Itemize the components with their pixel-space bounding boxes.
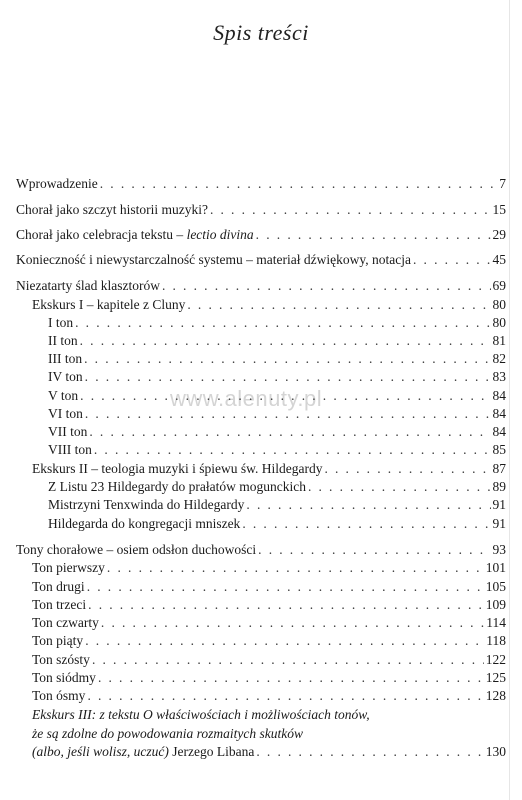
toc-dot-leader xyxy=(413,252,491,268)
toc-entry-title: I ton xyxy=(48,315,74,330)
toc-entry-title: VII ton xyxy=(48,424,88,439)
toc-subsubentry[interactable] xyxy=(48,315,506,331)
toc-entry-page: 7 xyxy=(499,176,506,191)
toc-dot-leader xyxy=(94,442,491,458)
toc-subsubentry[interactable] xyxy=(48,497,506,513)
toc-subentry[interactable] xyxy=(32,461,506,477)
toc-ekskurs3-author: Jerzego Libana xyxy=(168,744,255,759)
toc-entry-title: Konieczność i niewystarczalność systemu – materiał dźwiękowy, notacja xyxy=(16,252,411,267)
toc-subentry[interactable] xyxy=(32,688,506,704)
toc-subsubentry[interactable] xyxy=(48,442,506,458)
toc-entry-title: Wprowadzenie xyxy=(16,176,98,191)
toc-entry[interactable] xyxy=(16,227,506,243)
toc-subentry[interactable] xyxy=(32,652,506,668)
toc-entry-title: Ton trzeci xyxy=(32,597,87,612)
toc-entry-page: 85 xyxy=(492,442,506,457)
toc-entry-title: Ekskurs I – kapitele z Cluny xyxy=(32,297,186,312)
toc-entry-page: 84 xyxy=(492,424,506,439)
toc-entry-title: Tony chorałowe – osiem odsłon duchowości xyxy=(16,542,257,557)
toc-dot-leader xyxy=(85,406,491,422)
toc-subentry[interactable] xyxy=(32,615,506,631)
toc-entry-title xyxy=(32,744,256,760)
toc-entry-page: 81 xyxy=(492,333,506,348)
watermark-text: www.alenuty.pl xyxy=(170,386,323,411)
toc-entry-page: 87 xyxy=(492,461,506,476)
toc-dot-leader xyxy=(246,497,490,513)
toc-dot-leader xyxy=(107,560,484,576)
toc-entry-title: Z Listu 23 Hildegardy do prałatów mogunckich xyxy=(48,479,306,494)
toc-entry-title: Ton pierwszy xyxy=(32,560,105,575)
toc-subsubentry[interactable] xyxy=(48,388,506,404)
toc-entry-page: 69 xyxy=(492,278,506,293)
toc-dot-leader xyxy=(80,333,491,349)
toc-entry-page: 15 xyxy=(492,202,506,217)
toc-entry[interactable] xyxy=(16,278,506,294)
toc-entry-page: 118 xyxy=(486,633,506,648)
toc-entry-page: 80 xyxy=(492,315,506,330)
toc-subsubentry[interactable] xyxy=(48,516,506,532)
toc-dot-leader xyxy=(308,479,491,495)
toc-dot-leader xyxy=(162,278,491,294)
toc-ekskurs3-prefix: Ekskurs III: z tekstu xyxy=(32,707,143,722)
toc-entry-title: VI ton xyxy=(48,406,83,421)
toc-entry-page: 93 xyxy=(492,542,506,557)
toc-entry-page: 83 xyxy=(492,369,506,384)
toc-subsubentry[interactable] xyxy=(48,479,506,495)
toc-entry-title: Ekskurs II – teologia muzyki i śpiewu św. Hildegardy xyxy=(32,461,323,476)
toc-dot-leader xyxy=(256,227,491,243)
toc-entry[interactable] xyxy=(16,252,506,268)
toc-entry[interactable] xyxy=(16,202,506,218)
toc-entry-page: 84 xyxy=(492,406,506,421)
toc-dot-leader xyxy=(88,597,484,613)
toc-ekskurs3-line3[interactable] xyxy=(32,744,506,760)
toc-entry-title: V ton xyxy=(48,388,79,403)
toc-dot-leader xyxy=(256,744,483,760)
toc-entry-page: 128 xyxy=(485,688,506,703)
toc-subentry[interactable] xyxy=(32,670,506,686)
toc-dot-leader xyxy=(85,633,484,649)
toc-dot-leader xyxy=(92,652,484,668)
toc-dot-leader xyxy=(85,369,491,385)
toc-subsubentry[interactable] xyxy=(48,406,506,422)
toc-entry-page: 91 xyxy=(492,516,506,531)
toc-subsubentry[interactable] xyxy=(48,333,506,349)
toc-entry-page: 89 xyxy=(492,479,506,494)
toc-subentry[interactable] xyxy=(32,297,506,313)
toc-entry-page: 84 xyxy=(492,388,506,403)
page-title: Spis treści xyxy=(213,20,309,45)
toc-entry[interactable] xyxy=(16,542,506,558)
toc-ekskurs3-line1[interactable] xyxy=(32,707,370,723)
toc-dot-leader xyxy=(324,461,490,477)
toc-dot-leader xyxy=(100,176,498,192)
toc-dot-leader xyxy=(242,516,490,532)
toc-entry-title: IV ton xyxy=(48,369,83,384)
toc-ekskurs3-title-part3: (albo, jeśli wolisz, uczuć) xyxy=(32,744,169,759)
toc-entry-page: 82 xyxy=(492,351,506,366)
toc-entry-title: III ton xyxy=(48,351,83,366)
toc-entry-page: 80 xyxy=(492,297,506,312)
toc-entry-title: Ton szósty xyxy=(32,652,90,667)
toc-dot-leader xyxy=(101,615,484,631)
toc-ekskurs3-title-part1: O właściwościach i możliwościach tonów, xyxy=(142,707,370,722)
toc-entry-page: 29 xyxy=(492,227,506,242)
toc-entry-title: Hildegarda do kongregacji mniszek xyxy=(48,516,241,531)
toc-dot-leader xyxy=(75,315,490,331)
toc-subsubentry[interactable] xyxy=(48,351,506,367)
toc-entry-title: Chorał jako szczyt historii muzyki? xyxy=(16,202,208,217)
toc-entry-page: 105 xyxy=(485,579,506,594)
toc-entry-title-italic: lectio divina xyxy=(186,227,254,242)
toc-entry-title: Niezatarty ślad klasztorów xyxy=(16,278,160,293)
toc-entry-title: Mistrzyni Tenxwinda do Hildegardy xyxy=(48,497,245,512)
toc-entry-page: 114 xyxy=(486,615,506,630)
toc-entry-title: Ton siódmy xyxy=(32,670,96,685)
toc-subsubentry[interactable] xyxy=(48,369,506,385)
toc-entry-title-roman: Chorał jako celebracja tekstu – xyxy=(16,227,187,242)
toc-entry-page: 91 xyxy=(492,497,506,512)
toc-subentry[interactable] xyxy=(32,597,506,613)
toc-ekskurs3-line2[interactable] xyxy=(32,726,303,742)
toc-entry-page: 101 xyxy=(485,560,506,575)
toc-entry-title: Ton drugi xyxy=(32,579,85,594)
toc-subentry[interactable] xyxy=(32,560,506,576)
toc-entry-page: 45 xyxy=(492,252,506,267)
toc-dot-leader xyxy=(258,542,490,558)
toc-dot-leader xyxy=(98,670,484,686)
toc-subentry[interactable] xyxy=(32,633,506,649)
toc-subentry[interactable] xyxy=(32,579,506,595)
toc-entry-page: 109 xyxy=(485,597,506,612)
toc-dot-leader xyxy=(187,297,490,313)
toc-entry-page: 122 xyxy=(485,652,506,667)
toc-entry-title: II ton xyxy=(48,333,78,348)
toc-dot-leader xyxy=(210,202,491,218)
toc-entry-page: 130 xyxy=(485,744,506,759)
toc-entry-title: VIII ton xyxy=(48,442,92,457)
toc-entry-title: Ton piąty xyxy=(32,633,84,648)
toc-dot-leader xyxy=(89,424,490,440)
toc-entry-page: 125 xyxy=(485,670,506,685)
toc-dot-leader xyxy=(80,388,490,404)
toc-entry-title xyxy=(16,227,256,243)
toc-ekskurs3-title-part2: że są zdolne do powodowania rozmaitych skutków xyxy=(32,726,303,741)
toc-entry-title: Ton ósmy xyxy=(32,688,86,703)
toc-entry-title: Ton czwarty xyxy=(32,615,99,630)
toc-dot-leader xyxy=(87,688,483,704)
toc-entry[interactable] xyxy=(16,176,506,192)
toc-dot-leader xyxy=(87,579,484,595)
toc-dot-leader xyxy=(84,351,490,367)
toc-subsubentry[interactable] xyxy=(48,424,506,440)
